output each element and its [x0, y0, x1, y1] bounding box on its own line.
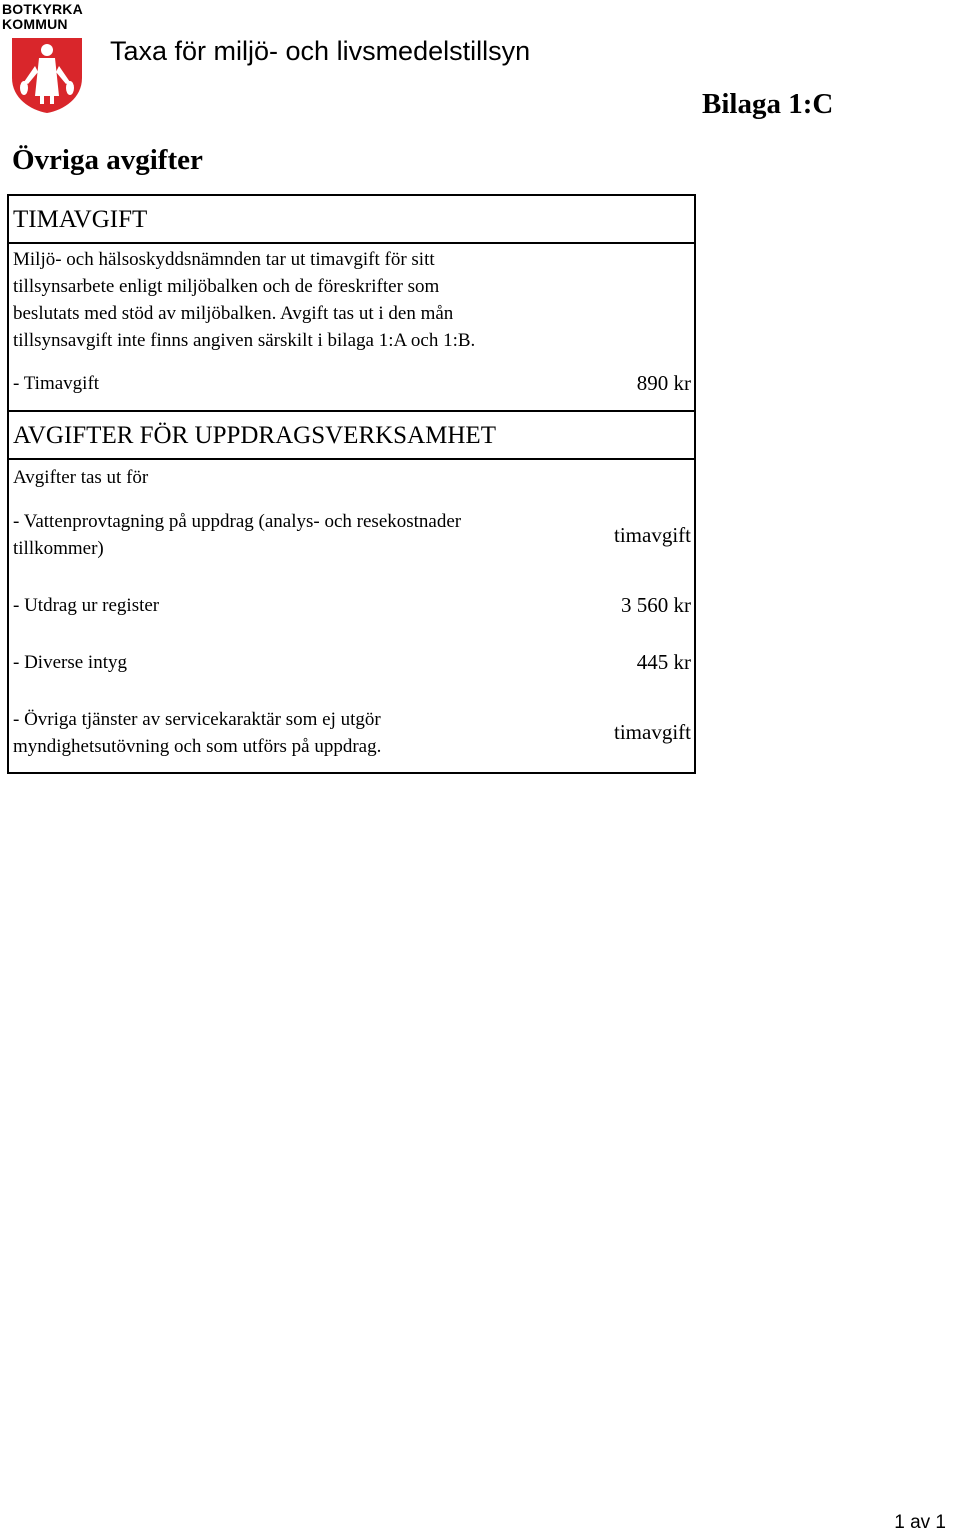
- paragraph-line: Miljö- och hälsoskyddsnämnden tar ut timavgift för sitt: [13, 249, 435, 270]
- fee-row-value: timavgift: [614, 523, 691, 547]
- label-line: tillkommer): [13, 538, 104, 559]
- label-line: - Vattenprovtagning på uppdrag (analys- och resekostnader: [13, 511, 462, 532]
- section-heading-uppdrag: AVGIFTER FÖR UPPDRAGSVERKSAMHET: [9, 412, 694, 460]
- fee-row-value: 445 kr: [636, 650, 691, 674]
- coat-of-arms-icon: [10, 36, 84, 114]
- paragraph-line: tillsynsarbete enligt miljöbalken och de föreskrifter som: [13, 276, 440, 297]
- fee-row-value: 3 560 kr: [621, 593, 691, 617]
- uppdragsverksamhet-section: [7, 410, 696, 774]
- fee-row-label: - Timavgift: [13, 373, 100, 394]
- fee-row-label: [13, 649, 573, 676]
- appendix-label: Bilaga 1:C: [702, 88, 834, 120]
- label-line: - Övriga tjänster av servicekaraktär som ej utgör: [13, 709, 381, 730]
- paragraph-line: beslutats med stöd av miljöbalken. Avgift tas ut i den mån: [13, 303, 454, 324]
- fee-row-value: 890 kr: [636, 371, 691, 395]
- label-line: myndighetsutövning och som utförs på uppdrag.: [13, 736, 382, 757]
- paragraph-line: tillsynsavgift inte finns angiven särskilt i bilaga 1:A och 1:B.: [13, 330, 476, 351]
- page-heading: Övriga avgifter: [12, 144, 203, 176]
- section-intro: Avgifter tas ut för: [13, 467, 149, 488]
- logo-line-1: BOTKYRKA: [2, 1, 83, 17]
- timavgift-paragraph: [13, 246, 573, 354]
- fee-row-value: timavgift: [614, 720, 691, 744]
- fee-row-label: [13, 706, 573, 760]
- label-line: - Diverse intyg: [13, 652, 127, 673]
- fee-row-label: [13, 508, 573, 562]
- municipality-logo: [2, 2, 98, 114]
- page-number: 1 av 1: [894, 1512, 946, 1533]
- logo-line-2: KOMMUN: [2, 16, 68, 32]
- label-line: - Utdrag ur register: [13, 595, 160, 616]
- fee-row-label: [13, 592, 573, 619]
- section-heading-timavgift: TIMAVGIFT: [9, 196, 694, 244]
- document-title: Taxa för miljö- och livsmedelstillsyn: [110, 36, 531, 66]
- timavgift-section: [7, 194, 696, 412]
